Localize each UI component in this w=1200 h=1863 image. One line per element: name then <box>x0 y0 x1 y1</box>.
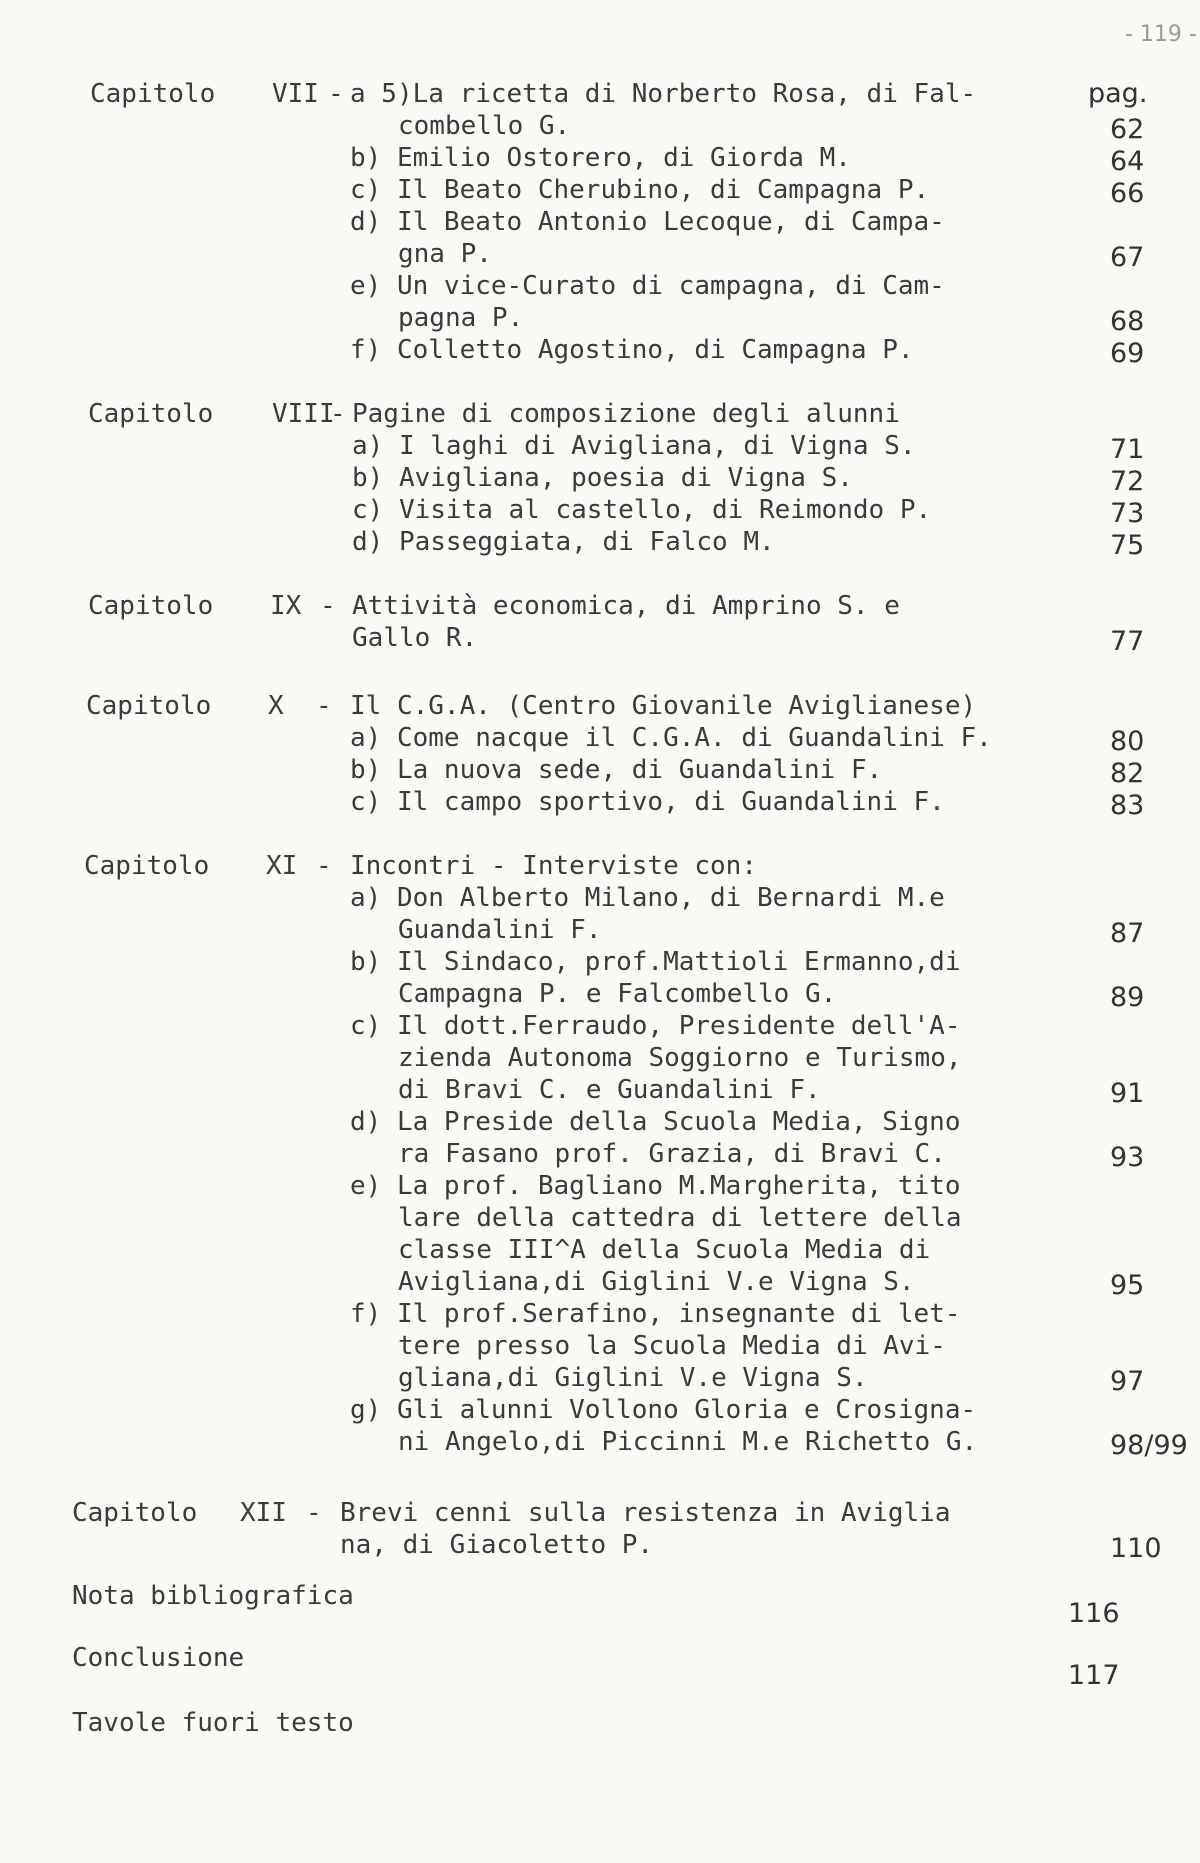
chapter-number: VIII <box>272 399 335 429</box>
toc-entry-line: Campagna P. e Falcombello G. <box>398 979 837 1009</box>
toc-page-ref: 95 <box>1110 1270 1145 1301</box>
toc-page-ref: 98/99 <box>1110 1430 1188 1461</box>
chapter-number: XI <box>266 851 298 881</box>
toc-entry-line: a 5)La ricetta di Norberto Rosa, di Fal- <box>350 79 977 109</box>
toc-page-ref: 83 <box>1110 790 1145 821</box>
toc-page-ref: 69 <box>1110 338 1145 369</box>
toc-entry-line: Avigliana,di Giglini V.e Vigna S. <box>398 1267 915 1297</box>
toc-entry-line: ni Angelo,di Piccinni M.e Richetto G. <box>398 1427 978 1457</box>
toc-page-ref: 82 <box>1110 758 1145 789</box>
toc-page-ref: 93 <box>1110 1142 1145 1173</box>
chapter-label: Capitolo <box>88 399 214 429</box>
toc-page-ref: 75 <box>1110 530 1145 561</box>
chapter-title: Pagine di composizione degli alunni <box>352 399 900 429</box>
toc-entry-line: e) Un vice-Curato di campagna, di Cam- <box>350 271 945 301</box>
toc-entry-line: lare della cattedra di lettere della <box>398 1203 962 1233</box>
toc-entry-line: gna P. <box>398 239 492 269</box>
toc-page-ref: 73 <box>1110 498 1145 529</box>
toc-entry-line: f) Il prof.Serafino, insegnante di let- <box>350 1299 961 1329</box>
toc-entry-line: b) La nuova sede, di Guandalini F. <box>350 755 883 785</box>
chapter-title: Il C.G.A. (Centro Giovanile Aviglianese) <box>350 691 977 721</box>
end-item-label: Tavole fuori testo <box>72 1708 354 1738</box>
toc-entry-line: c) Il dott.Ferraudo, Presidente dell'A- <box>350 1011 961 1041</box>
chapter-label: Capitolo <box>84 851 210 881</box>
chapter-label: Capitolo <box>88 591 214 621</box>
toc-entry-line: zienda Autonoma Soggiorno e Turismo, <box>398 1043 962 1073</box>
toc-entry-line: Brevi cenni sulla resistenza in Aviglia <box>340 1498 951 1528</box>
toc-page-ref: 62 <box>1110 114 1145 145</box>
toc-entry-line: ra Fasano prof. Grazia, di Bravi C. <box>398 1139 946 1169</box>
toc-page-ref: 72 <box>1110 466 1145 497</box>
chapter-label: Capitolo <box>90 79 216 109</box>
page-number: - 119 - <box>1125 22 1197 47</box>
chapter-title: Incontri - Interviste con: <box>350 851 757 881</box>
toc-entry-line: Attività economica, di Amprino S. e <box>352 591 900 621</box>
chapter-number: X <box>268 691 284 721</box>
pag-label: pag. <box>1088 78 1148 109</box>
toc-entry-line: c) Il Beato Cherubino, di Campagna P. <box>350 175 930 205</box>
toc-entry-line: c) Visita al castello, di Reimondo P. <box>352 495 932 525</box>
toc-entry-line: b) Avigliana, poesia di Vigna S. <box>352 463 853 493</box>
toc-entry-line: c) Il campo sportivo, di Guandalini F. <box>350 787 945 817</box>
toc-entry-line: Gallo R. <box>352 623 478 653</box>
toc-entry-line: di Bravi C. e Guandalini F. <box>398 1075 821 1105</box>
chapter-dash: - <box>320 591 336 621</box>
toc-page-ref: 77 <box>1110 626 1145 657</box>
chapter-number: XII <box>240 1498 287 1528</box>
chapter-number: VII <box>272 79 319 109</box>
chapter-label: Capitolo <box>86 691 212 721</box>
toc-page-ref: 91 <box>1110 1078 1145 1109</box>
toc-page-ref: 67 <box>1110 242 1145 273</box>
toc-page-ref: 71 <box>1110 434 1145 465</box>
chapter-dash: - <box>316 691 332 721</box>
end-item-page: 116 <box>1068 1598 1120 1629</box>
toc-page-ref: 87 <box>1110 918 1145 949</box>
chapter-dash: - <box>328 79 344 109</box>
end-item-label: Nota bibliografica <box>72 1581 354 1611</box>
toc-entry-line: e) La prof. Bagliano M.Margherita, tito <box>350 1171 961 1201</box>
toc-entry-line: a) I laghi di Avigliana, di Vigna S. <box>352 431 916 461</box>
toc-entry-line: gliana,di Giglini V.e Vigna S. <box>398 1363 868 1393</box>
toc-page-ref: 64 <box>1110 146 1145 177</box>
toc-entry-line: f) Colletto Agostino, di Campagna P. <box>350 335 914 365</box>
toc-entry-line: Guandalini F. <box>398 915 602 945</box>
toc-entry-line: b) Il Sindaco, prof.Mattioli Ermanno,di <box>350 947 961 977</box>
toc-entry-line: d) Passeggiata, di Falco M. <box>352 527 775 557</box>
toc-entry-line: g) Gli alunni Vollono Gloria e Crosigna- <box>350 1395 977 1425</box>
toc-entry-line: tere presso la Scuola Media di Avi- <box>398 1331 946 1361</box>
toc-page-ref: 68 <box>1110 306 1145 337</box>
end-item-page: 117 <box>1068 1660 1120 1691</box>
toc-entry-line: classe III^A della Scuola Media di <box>398 1235 931 1265</box>
chapter-number: IX <box>270 591 302 621</box>
toc-entry-line: d) Il Beato Antonio Lecoque, di Campa- <box>350 207 945 237</box>
toc-entry-line: b) Emilio Ostorero, di Giorda M. <box>350 143 851 173</box>
chapter-dash: - <box>316 851 332 881</box>
toc-page-ref: 66 <box>1110 178 1145 209</box>
toc-entry-line: a) Come nacque il C.G.A. di Guandalini F. <box>350 723 992 753</box>
chapter-dash: - <box>306 1498 322 1528</box>
toc-page-ref: 80 <box>1110 726 1145 757</box>
toc-entry-line: combello G. <box>398 111 571 141</box>
toc-page-ref: 89 <box>1110 982 1145 1013</box>
toc-entry-line: na, di Giacoletto P. <box>340 1530 654 1560</box>
toc-page-ref: 97 <box>1110 1366 1145 1397</box>
toc-entry-line: pagna P. <box>398 303 524 333</box>
end-item-label: Conclusione <box>72 1643 245 1673</box>
toc-entry-line: d) La Preside della Scuola Media, Signo <box>350 1107 961 1137</box>
toc-entry-line: a) Don Alberto Milano, di Bernardi M.e <box>350 883 945 913</box>
toc-page-ref: 110 <box>1110 1533 1162 1564</box>
chapter-dash: - <box>330 399 346 429</box>
chapter-label: Capitolo <box>72 1498 198 1528</box>
